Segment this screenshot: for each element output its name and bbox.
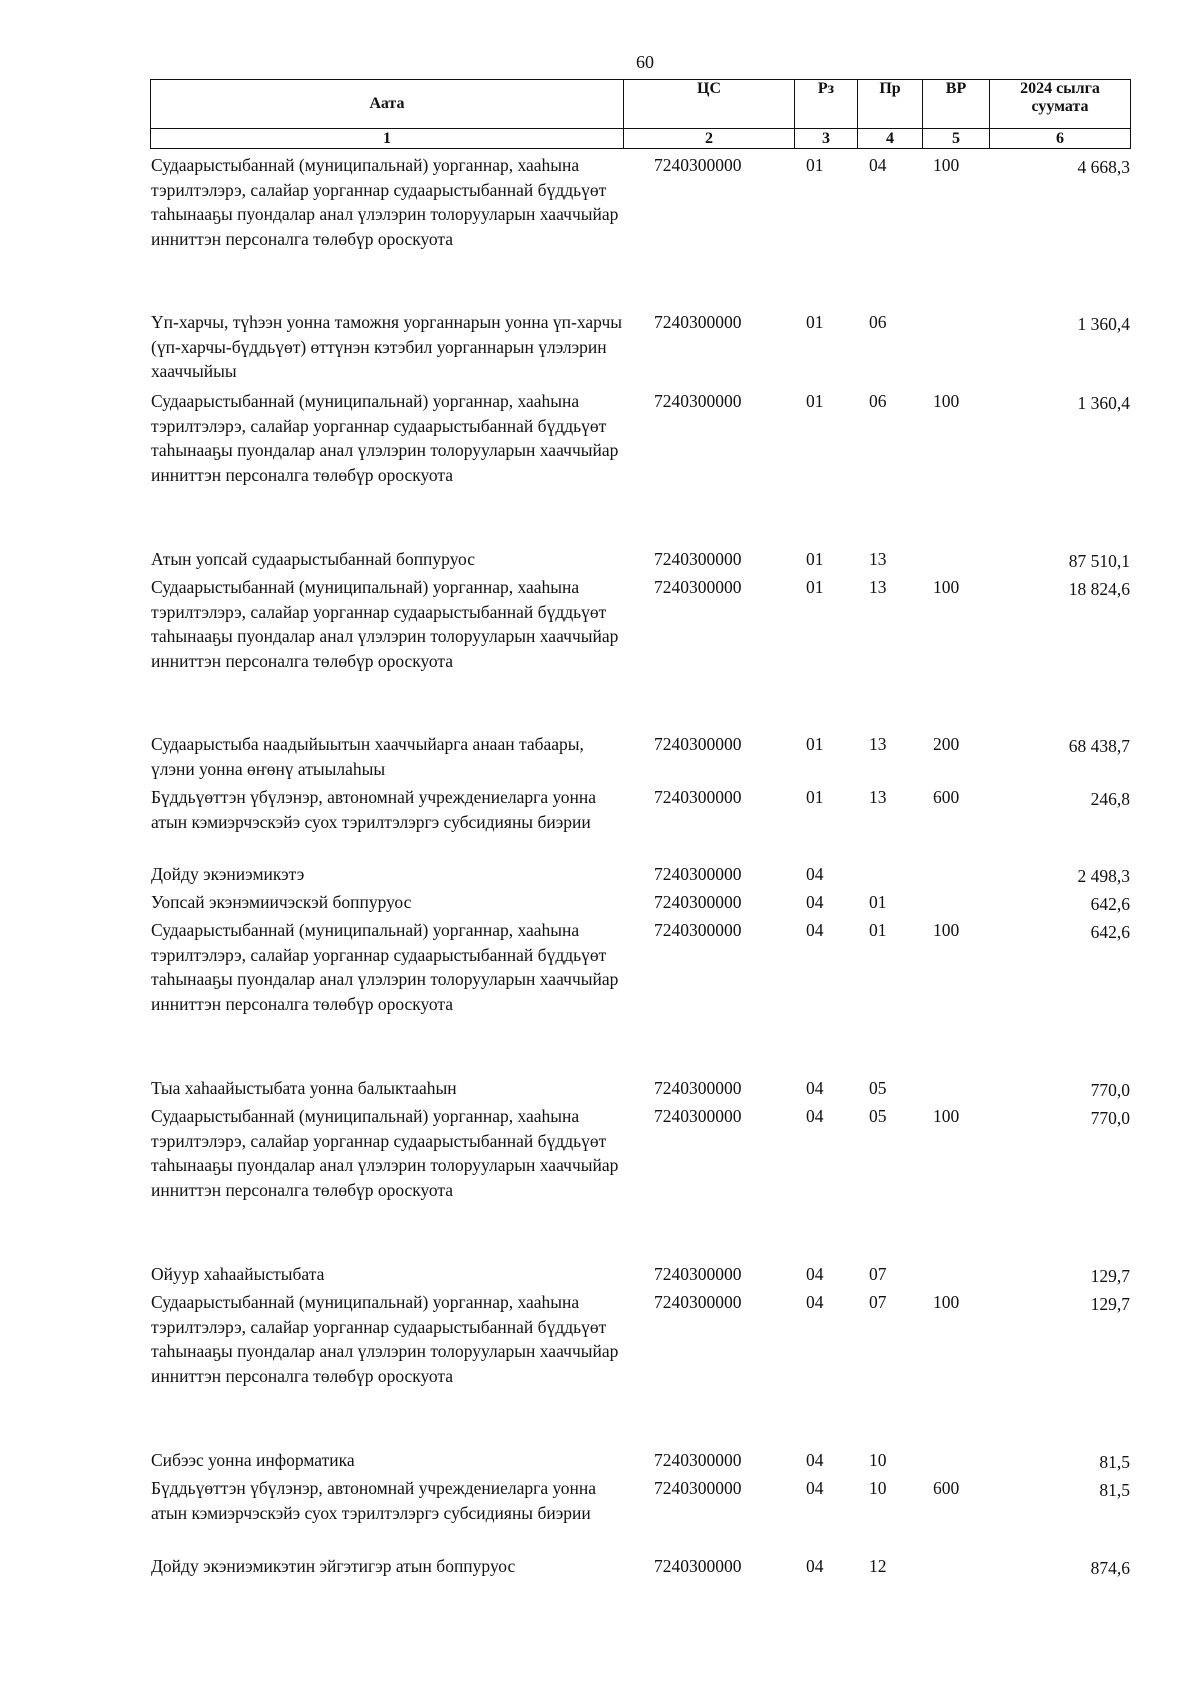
row-sum: 770,0 [1090, 1108, 1130, 1128]
row-pr: 01 [869, 920, 887, 940]
col-number-2: 2 [624, 129, 795, 149]
row-pr: 13 [869, 734, 887, 754]
row-rz: 01 [806, 787, 824, 807]
row-pr: 05 [869, 1106, 887, 1126]
row-name: Сибээс уонна информатика [151, 1450, 355, 1470]
row-pr: 12 [869, 1556, 887, 1576]
row-rz: 04 [806, 1478, 824, 1498]
row-sum: 129,7 [1090, 1294, 1130, 1314]
row-cs: 7240300000 [654, 577, 742, 597]
row-vr: 100 [933, 1292, 960, 1312]
row-name: Судаарыстыбаннай (муниципальнай) уорганнар, хааһына тэрилтэлэрэ, салайар уорганнар судаарыстыбаннай бүддьүөт таһынааҕы пуондалар анал үлэлэрин толорууларын хааччыйар инниттэн персоналга төлөбүр ороскуота [151, 155, 619, 249]
row-rz: 04 [806, 1106, 824, 1126]
row-sum: 246,8 [1090, 789, 1130, 809]
row-vr: 100 [933, 391, 960, 411]
row-pr: 10 [869, 1450, 887, 1470]
row-pr: 05 [869, 1078, 887, 1098]
header-pr: Пр [858, 80, 923, 129]
row-vr: 100 [933, 577, 960, 597]
row-cs: 7240300000 [654, 787, 742, 807]
row-cs: 7240300000 [654, 920, 742, 940]
row-pr: 13 [869, 787, 887, 807]
row-rz: 01 [806, 734, 824, 754]
row-name: Ойуур хаһаайыстыбата [151, 1264, 325, 1284]
row-cs: 7240300000 [654, 312, 742, 332]
row-name: Уопсай экэнэмиичэскэй боппуруос [151, 892, 412, 912]
row-sum: 642,6 [1090, 922, 1130, 942]
row-name: Бүддьүөттэн үбүлэнэр, автономнай учреждениеларга уонна атын кэмиэрчэскэйэ суох тэрилтэлэргэ субсидияны биэрии [151, 787, 597, 832]
row-cs: 7240300000 [654, 864, 742, 884]
row-cs: 7240300000 [654, 391, 742, 411]
row-pr: 04 [869, 155, 887, 175]
row-name: Дойду экэниэмикэтэ [151, 864, 305, 884]
header-cs: ЦС [624, 80, 795, 129]
row-name: Бүддьүөттэн үбүлэнэр, автономнай учреждениеларга уонна атын кэмиэрчэскэйэ суох тэрилтэлэргэ субсидияны биэрии [151, 1478, 597, 1523]
header-aata: Аата [151, 80, 624, 129]
row-name: Дойду экэниэмикэтин эйгэтигэр атын боппуруос [151, 1556, 516, 1576]
row-sum: 4 668,3 [1077, 157, 1130, 177]
row-cs: 7240300000 [654, 1078, 742, 1098]
row-pr: 01 [869, 892, 887, 912]
row-sum: 642,6 [1090, 894, 1130, 914]
row-sum: 129,7 [1090, 1266, 1130, 1286]
col-number-1: 1 [151, 129, 624, 149]
row-pr: 07 [869, 1264, 887, 1284]
row-rz: 04 [806, 1078, 824, 1098]
row-rz: 04 [806, 920, 824, 940]
col-number-6: 6 [990, 129, 1131, 149]
row-name: Судаарыстыба наадыйыытын хааччыйарга анаан табаары, үлэни уонна өҥөнү атыылаһыы [151, 734, 584, 779]
page-number: 60 [636, 52, 654, 72]
col-number-4: 4 [858, 129, 923, 149]
row-rz: 04 [806, 1264, 824, 1284]
row-sum: 81,5 [1099, 1480, 1130, 1500]
row-rz: 04 [806, 864, 824, 884]
header-sum: 2024 сылга суумата [990, 80, 1131, 129]
row-sum: 1 360,4 [1077, 314, 1130, 334]
row-cs: 7240300000 [654, 1264, 742, 1284]
row-name: Судаарыстыбаннай (муниципальнай) уорганнар, хааһына тэрилтэлэрэ, салайар уорганнар судаарыстыбаннай бүддьүөт таһынааҕы пуондалар анал үлэлэрин толорууларын хааччыйар инниттэн персоналга төлөбүр ороскуота [151, 1292, 619, 1386]
row-pr: 06 [869, 312, 887, 332]
row-sum: 874,6 [1090, 1558, 1130, 1578]
row-rz: 01 [806, 549, 824, 569]
row-sum: 1 360,4 [1077, 393, 1130, 413]
row-pr: 07 [869, 1292, 887, 1312]
row-cs: 7240300000 [654, 1556, 742, 1576]
row-cs: 7240300000 [654, 1292, 742, 1312]
row-name: Судаарыстыбаннай (муниципальнай) уорганнар, хааһына тэрилтэлэрэ, салайар уорганнар судаарыстыбаннай бүддьүөт таһынааҕы пуондалар анал үлэлэрин толорууларын хааччыйар инниттэн персоналга төлөбүр ороскуота [151, 1106, 619, 1200]
row-vr: 200 [933, 734, 960, 754]
row-rz: 01 [806, 312, 824, 332]
row-vr: 600 [933, 1478, 960, 1498]
row-name: Тыа хаһаайыстыбата уонна балыктааһын [151, 1078, 457, 1098]
row-vr: 600 [933, 787, 960, 807]
row-cs: 7240300000 [654, 1106, 742, 1126]
row-vr: 100 [933, 1106, 960, 1126]
row-name: Үп-харчы, түһээн уонна таможня уорганнарын уонна үп-харчы (үп-харчы-бүддьүөт) өттүнэн кэтэбил уорганнарын үлэлэрин хааччыйыы [151, 312, 623, 381]
row-rz: 04 [806, 1450, 824, 1470]
row-pr: 06 [869, 391, 887, 411]
row-pr: 13 [869, 577, 887, 597]
row-cs: 7240300000 [654, 1478, 742, 1498]
row-cs: 7240300000 [654, 892, 742, 912]
col-number-3: 3 [795, 129, 858, 149]
row-sum: 68 438,7 [1068, 736, 1130, 756]
row-vr: 100 [933, 920, 960, 940]
row-rz: 04 [806, 892, 824, 912]
row-sum: 770,0 [1090, 1080, 1130, 1100]
row-name: Судаарыстыбаннай (муниципальнай) уорганнар, хааһына тэрилтэлэрэ, салайар уорганнар судаарыстыбаннай бүддьүөт таһынааҕы пуондалар анал үлэлэрин толорууларын хааччыйар инниттэн персоналга төлөбүр ороскуота [151, 920, 619, 1014]
row-rz: 04 [806, 1292, 824, 1312]
row-vr: 100 [933, 155, 960, 175]
header-vr: ВР [923, 80, 990, 129]
row-rz: 01 [806, 391, 824, 411]
row-name: Атын уопсай судаарыстыбаннай боппуруос [151, 549, 475, 569]
row-cs: 7240300000 [654, 1450, 742, 1470]
row-rz: 01 [806, 577, 824, 597]
row-sum: 18 824,6 [1068, 579, 1130, 599]
row-pr: 10 [869, 1478, 887, 1498]
row-cs: 7240300000 [654, 734, 742, 754]
row-cs: 7240300000 [654, 549, 742, 569]
row-sum: 2 498,3 [1077, 866, 1130, 886]
col-number-5: 5 [923, 129, 990, 149]
header-rz: Рз [795, 80, 858, 129]
row-rz: 01 [806, 155, 824, 175]
row-sum: 81,5 [1099, 1452, 1130, 1472]
row-rz: 04 [806, 1556, 824, 1576]
row-cs: 7240300000 [654, 155, 742, 175]
row-pr: 13 [869, 549, 887, 569]
row-name: Судаарыстыбаннай (муниципальнай) уорганнар, хааһына тэрилтэлэрэ, салайар уорганнар судаарыстыбаннай бүддьүөт таһынааҕы пуондалар анал үлэлэрин толорууларын хааччыйар инниттэн персоналга төлөбүр ороскуота [151, 391, 619, 485]
row-sum: 87 510,1 [1068, 551, 1130, 571]
row-name: Судаарыстыбаннай (муниципальнай) уорганнар, хааһына тэрилтэлэрэ, салайар уорганнар судаарыстыбаннай бүддьүөт таһынааҕы пуондалар анал үлэлэрин толорууларын хааччыйар инниттэн персоналга төлөбүр ороскуота [151, 577, 619, 671]
